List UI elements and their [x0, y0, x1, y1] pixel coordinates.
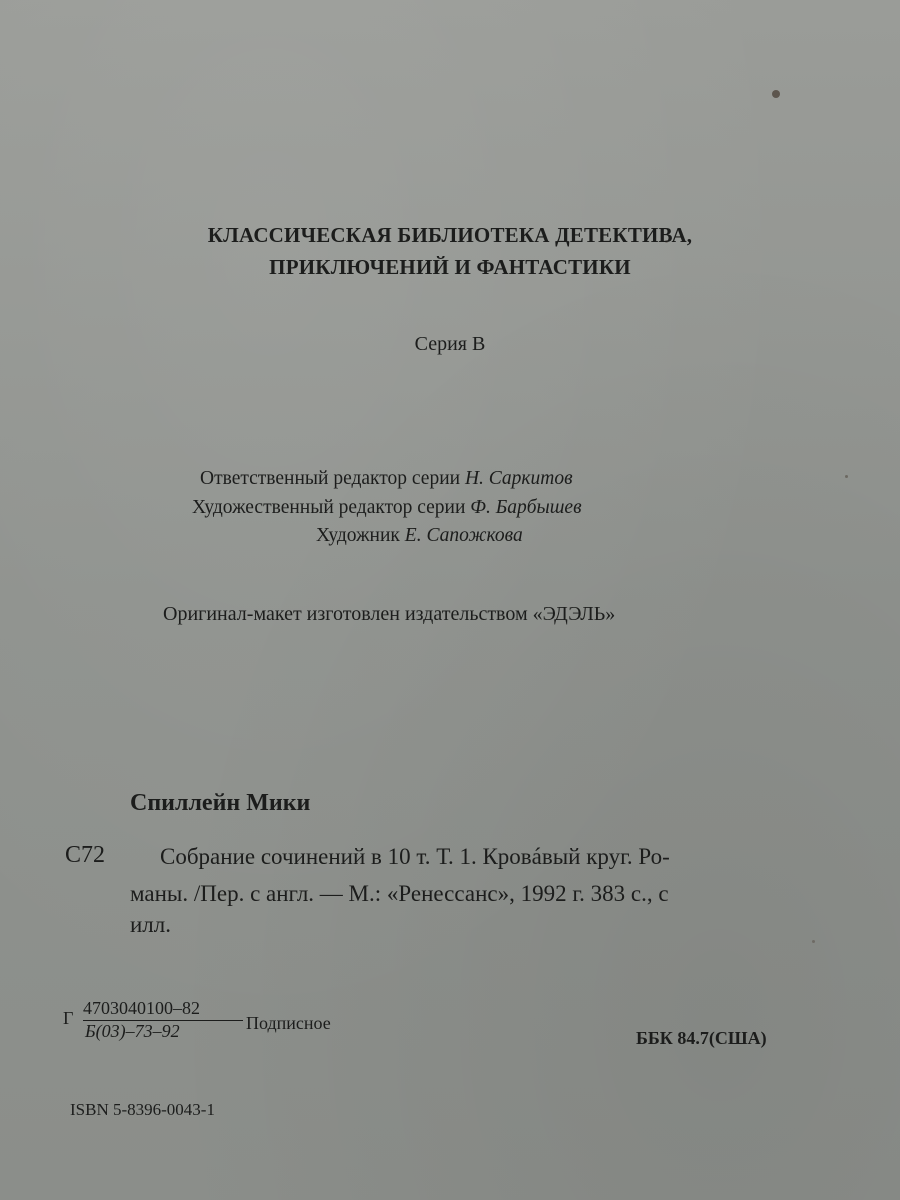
- catalog-description-line-2: маны. /Пер. с англ. — М.: «Ренессанс», 1992 г. 383 с., с: [130, 881, 669, 906]
- isbn: ISBN 5-8396-0043-1: [70, 1100, 215, 1119]
- catalog-description-line-1: Собрание сочинений в 10 т. Т. 1. Кровáвый круг. Ро-: [160, 844, 670, 869]
- responsible-editor-name: Н. Саркитов: [464, 468, 573, 489]
- catalog-description-line-3: илл.: [130, 912, 172, 937]
- responsible-editor-role: Ответственный редактор серии: [200, 468, 461, 489]
- paper-speck: [812, 940, 815, 943]
- catalog-code: С72: [65, 842, 106, 868]
- classification-numerator: 4703040100–82: [83, 998, 243, 1021]
- series-title-line-1: КЛАССИЧЕСКАЯ БИБЛИОТЕКА ДЕТЕКТИВА,: [207, 223, 693, 247]
- series-label: Серия В: [414, 333, 486, 355]
- classification-denominator: Б(03)–73–92: [85, 1021, 180, 1041]
- artist-role: Художник: [316, 525, 400, 546]
- artist-name: Е. Сапожкова: [404, 525, 523, 546]
- art-editor-name: Ф. Барбышев: [470, 497, 582, 518]
- bbk-code: ББК 84.7(США): [636, 1028, 767, 1048]
- classification-letter: Г: [63, 1008, 74, 1028]
- responsible-editor-line: [200, 468, 573, 490]
- paper-speck: [845, 475, 848, 478]
- art-editor-role: Художественный редактор серии: [192, 497, 466, 518]
- catalog-author: Спиллейн Мики: [130, 790, 311, 816]
- paper-speck: [772, 90, 780, 98]
- art-editor-line: [192, 497, 582, 519]
- series-title-line-2: ПРИКЛЮЧЕНИЙ И ФАНТАСТИКИ: [269, 255, 631, 279]
- subscription-label: Подписное: [246, 1013, 331, 1033]
- layout-note: Оригинал-макет изготовлен издательством «ЭДЭЛЬ»: [163, 603, 616, 625]
- classification-fraction: [63, 998, 253, 1048]
- artist-line: [316, 525, 523, 547]
